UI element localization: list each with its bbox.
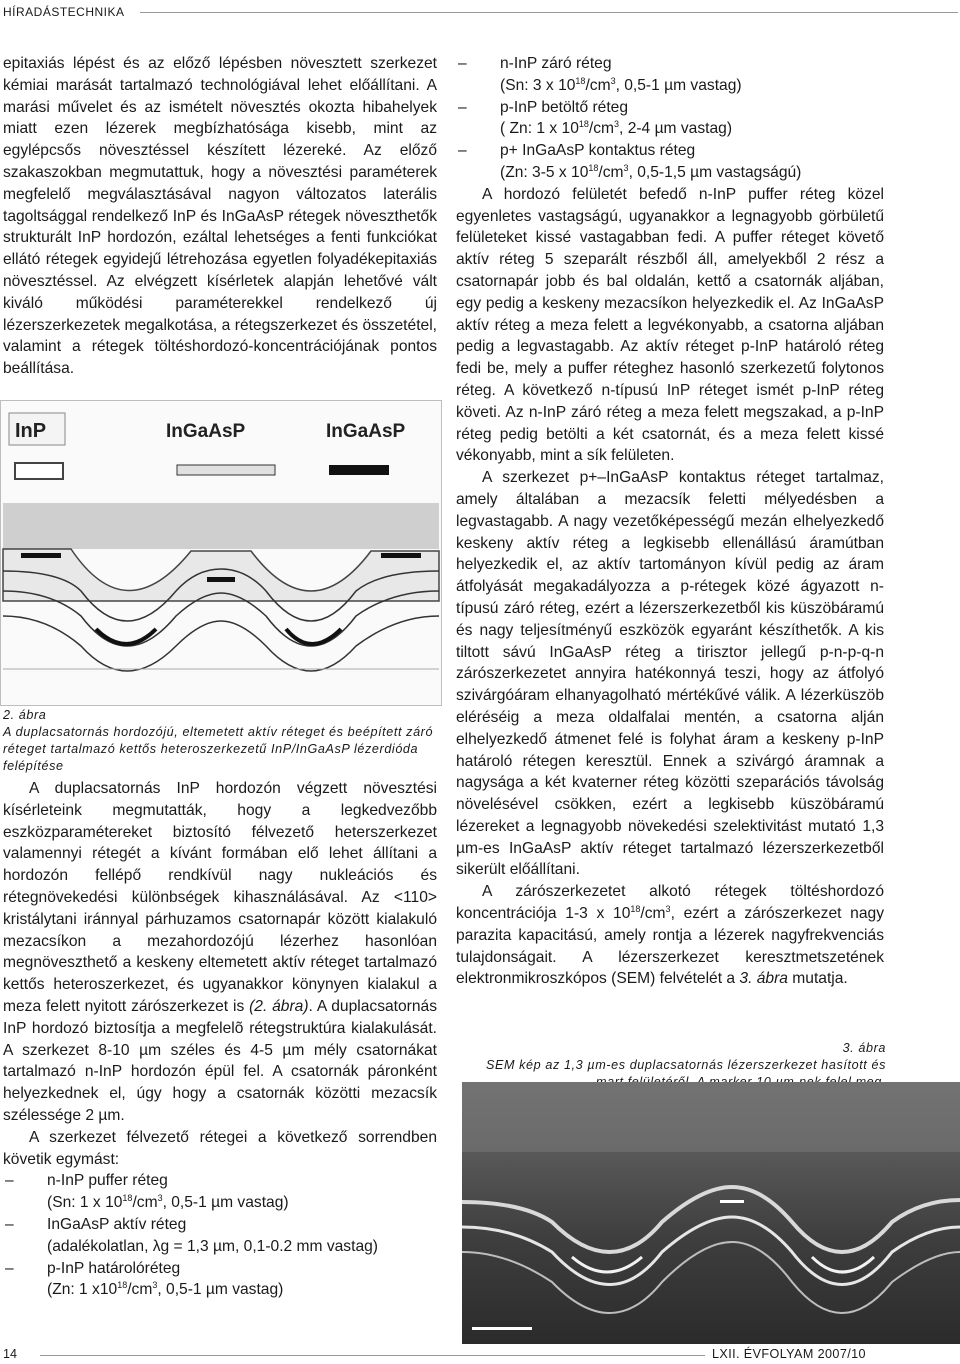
list-item-spec: (Sn: 3 x $10^{18}/cm^3$, 0,5-1 µm vastag) [500,75,742,94]
left-column-bottom [3,778,437,1301]
section-header: HÍRADÁSTECHNIKA [3,5,125,19]
list-item-spec: (Zn: 3-5 x $10^{18}/cm^3$, 0,5-1,5 µm vastagságú) [500,162,802,181]
figure-2-diagram [0,400,442,706]
right-paragraph-1: A hordozó felületét befedő n-InP puffer réteg közel egyenletes vastagságú, ugyanakkor a legnagyobb görbületű felületeket kissé vastagabban fedi. A puffer réteget követő aktív réteg 5 szeparált részből áll, amelyekből 2 rész a csatornapár jobb és bal oldalán, kettő a csatornák aljában, egy pedig a keskeny mezacsíkon helyezkedik el. Az InGaAsP aktív réteg a meza felett a legvékonyabb, a csatorna aljában pedig a legvastagabb. Az aktív réteget p-InP határoló réteg fedi be, mely a puffer réteghez hasonló szerkezetű folytonos réteg. A következő n-típusú InP réteget ismét p-InP réteg követi. Az n-InP záró réteg a meza felett megszakad, a p-InP réteg pedig betölti a két csatornát, és a meza felett kissé vékonyabb, mint a sík felületen. [456,185,884,465]
right-column [456,53,884,990]
layer-structure-drawing [1,401,441,705]
list-item: – p+ InGaAsP kontaktus réteg [458,142,696,160]
volume-label: LXII. ÉVFOLYAM 2007/10 [712,1347,866,1361]
figure-3-number: 3. ábra [842,1041,886,1055]
figure-2-reference: (2. ábra) [249,997,309,1015]
footer-rule [40,1355,705,1356]
list-item: – p-InP betöltő réteg [458,98,629,116]
figure-3-sem-image [462,1082,960,1344]
label-ingaasp-1: InGaAsP [166,421,246,442]
figure-3-reference: 3. ábra [739,970,788,988]
right-paragraph-3: A zárószerkezetet alkotó rétegek töltéshordozó koncentrációja 1-3 x $10^{18}/cm^3$, ezért a zárószerkezet nagy parazita kapacitású, amely rontja a lézerek nagyfrekvenciás tulajdonságait. A lézerszerkezet keresztmetszetének elektronmikroszkópos (SEM) felvételét a 3. ábra mutatja. [456,883,884,988]
list-item-spec: (Zn: 1 $x10^{18}/cm^3$, 0,5-1 µm vastag) [47,1280,284,1299]
left-paragraph-3: A szerkezet félvezető rétegei a következő sorrendben követik egymást: [3,1128,437,1168]
list-item: – n-InP puffer réteg [5,1172,168,1190]
left-layer-list [3,1170,437,1301]
figure-3-text: SEM kép az 1,3 µm-es duplacsatornás lézerszerkezet hasított és [485,1058,886,1072]
right-layer-list [456,53,884,184]
list-item-spec: (adalékolatlan, λg = 1,3 µm, 0,1-0.2 mm vastag) [47,1237,378,1255]
label-ingaasp-2: InGaAsP [326,421,406,442]
list-item-spec: (Sn: 1 x $10^{18}/cm^3$, 0,5-1 µm vastag) [47,1193,289,1212]
list-item: – InGaAsP aktív réteg [5,1215,187,1233]
list-item: – p-InP határolóréteg [5,1259,181,1277]
left-paragraph-2: A duplacsatornás InP hordozón végzett növesztési kísérleteink megmutatták, hogy a legkedvezőbb eszközparamétereket biztosító félvezető heterszerkezet valamennyi rétegét a kívánt formában elő lehet állítani a hordozón fellépő rendkívül nagy nukleációs és rétegnövekedési különbségek kihasználásával. Az <110> kristálytani iránnyal párhuzamos csatornapár között kialakuló mezacsíkon a mezahordozójú lézerhez hasonlóan megnöveszthető a keskeny eltemetett aktív réteget tartalmazó kettős heteroszerkezet, és ugyanakkor könynyen kialakul a meza felett nyitott zárószerkezet is (2. ábra). A duplacsatornás InP hordozó biztosítja a megfelelõ rétegstruktúra kialakulását. A szerkezet 8-10 µm széles és 4-5 µm mély csatornákat tartalmazó n-InP hordozón épül fel. A csatornák páronként helyezkednek el, úgy hogy a csatornák közötti mezacsík szélessége 2 µm. [3,780,438,1124]
list-item: – n-InP záró réteg [458,55,612,72]
left-column-top [3,53,437,380]
right-paragraph-2: A szerkezet p+–InGaAsP kontaktus réteget tartalmaz, amely általában a mezacsík feletti mélyedésben a legvastagabb. A nagy vezetőképességű mezán elhelyezkedő keskeny aktív réteg a legkisebb ellenállású áramútban helyezkedik el, az aktív tartományon kívül pedig az áram átfolyását megakadályozza a p-rétegek közé ágyazott n-típusú záró réteg, ezért a lézerszerkezetből kis küszöbáramú és nagy teljesítményű eszközök egyaránt készíthetők. A kis tiltott sávú InGaAsP réteg a tirisztor jellegű p-n-p-q-n zárószerkezetet annyira hatékonnyá teszi, hogy az átfolyó szivárgóáram elhanyagolható mértékűvé válik. A lézerküszöb eléréséig a meza oldalfalai mentén, a csatorna alján elhelyezkedő átmenet felé is folyhat áram a keskeny p-InP határoló rétegen keresztül. Ennek a szivárgó áramnak a nagysága a két kvaterner réteg közötti szeparációs távolság növelésével csökken, ezért a legkisebb küszöbáramú lézereket a legnagyobb növekedési szelektivitást mutató 1,3 µm-es InGaAsP aktív réteget tartalmazó lézerszerkezetből sikerült előállítani. [456,469,884,879]
sem-micrograph [462,1082,960,1344]
figure-2-caption [3,707,439,775]
figure-2-text: A duplacsatornás hordozójú, eltemetett aktív réteget és beépített záró réteget tartalmazó kettős heteroszerkezetű InP/InGaAsP lézerdióda felépítése [3,725,434,773]
left-paragraph-1: epitaxiás lépést és az előző lépésben növesztett szerkezet kémiai marását tartalmazó technológiával lehet előállítani. A marási művelet és az ismételt növesztés okozta hibahelyek miatt ezen lézerek megbízhatósága kisebb, mint az egylépcsős növesztéssel készített lézereké. Az előző szakaszokban megmutattuk, hogy a növesztési paraméterek megfelelő megválasztásával nagyon változatos laterális tagoltsággal rendelkező InP és InGaAsP rétegek növeszthetők strukturált InP hordozón, ezáltal lehetséges a fenti funkciókat ellátó rétegek egyidejű létrehozása egyetlen folyadékepitaxiás növesztéssel. Az elvégzett kísérletek alapján lehetővé vált kiváló működési paraméterekkel rendelkező új lézerszerkezetek megalkotása, a rétegszerkezet és összetétel, valamint a rétegek töltéshordozó-koncentrációjának pontos beállítása. [3,55,437,378]
header-rule [140,12,958,13]
list-item-spec: ( Zn: 1 x $10^{18}/cm^3$, 2-4 µm vastag) [500,119,733,138]
label-inp: InP [15,420,47,442]
page-number: 14 [3,1347,18,1361]
figure-2-number: 2. ábra [3,708,47,722]
